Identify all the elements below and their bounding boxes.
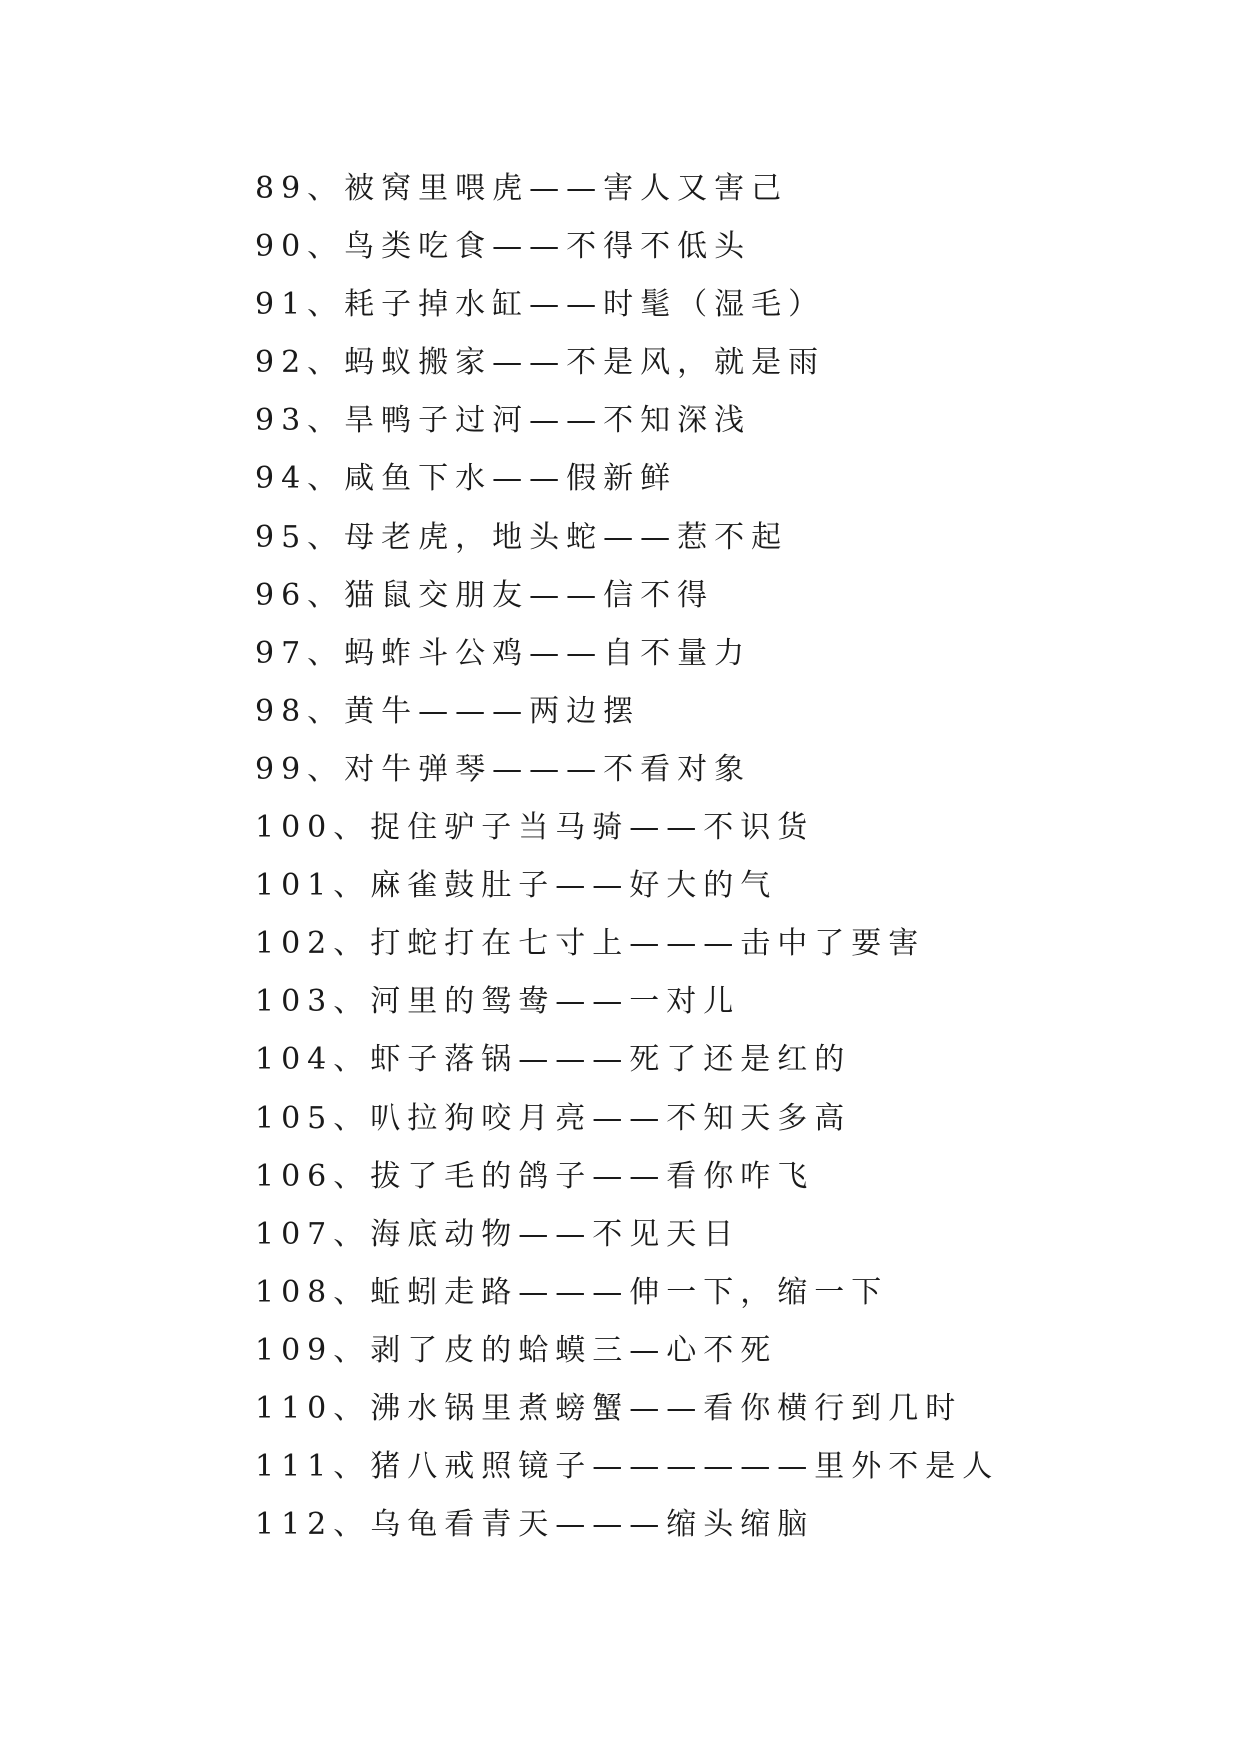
proverb-line: 92、蚂蚁搬家——不是风，就是雨 [255, 345, 826, 381]
proverb-line: 104、虾子落锅———死了还是红的 [255, 1042, 852, 1078]
proverb-line: 93、旱鸭子过河——不知深浅 [255, 403, 752, 439]
proverb-line: 89、被窝里喂虎——害人又害己 [255, 171, 789, 206]
proverb-line: 95、母老虎，地头蛇——惹不起 [255, 519, 789, 555]
proverb-line: 109、剥了皮的蛤蟆三—心不死 [255, 1332, 778, 1368]
proverb-line: 91、耗子掉水缸——时髦（湿毛） [255, 287, 826, 323]
proverb-line: 107、海底动物——不见天日 [255, 1216, 741, 1252]
proverb-list [255, 160, 1195, 1554]
proverb-line: 112、乌龟看青天———缩头缩脑 [255, 1507, 815, 1543]
proverb-line: 110、沸水锅里煮螃蟹——看你横行到几时 [255, 1390, 963, 1426]
proverb-line: 96、猫鼠交朋友——信不得 [255, 577, 715, 613]
proverb-line: 105、叭拉狗咬月亮——不知天多高 [255, 1100, 852, 1136]
proverb-line: 111、猪八戒照镜子——————里外不是人 [255, 1449, 1000, 1485]
proverb-line: 94、咸鱼下水——假新鲜 [255, 461, 678, 497]
proverb-line: 99、对牛弹琴———不看对象 [255, 751, 752, 787]
proverb-line: 102、打蛇打在七寸上———击中了要害 [255, 926, 926, 962]
proverb-line: 97、蚂蚱斗公鸡——自不量力 [255, 635, 752, 671]
proverb-line: 108、蚯蚓走路———伸一下，缩一下 [255, 1274, 889, 1310]
proverb-line: 106、拔了毛的鸽子——看你咋飞 [255, 1158, 815, 1194]
proverb-line: 100、捉住驴子当马骑——不识货 [255, 810, 815, 846]
proverb-line: 90、鸟类吃食——不得不低头 [255, 229, 752, 265]
proverb-line: 103、河里的鸳鸯——一对儿 [255, 984, 741, 1020]
proverb-line: 101、麻雀鼓肚子——好大的气 [255, 868, 778, 904]
proverb-line: 98、黄牛———两边摆 [255, 693, 641, 729]
